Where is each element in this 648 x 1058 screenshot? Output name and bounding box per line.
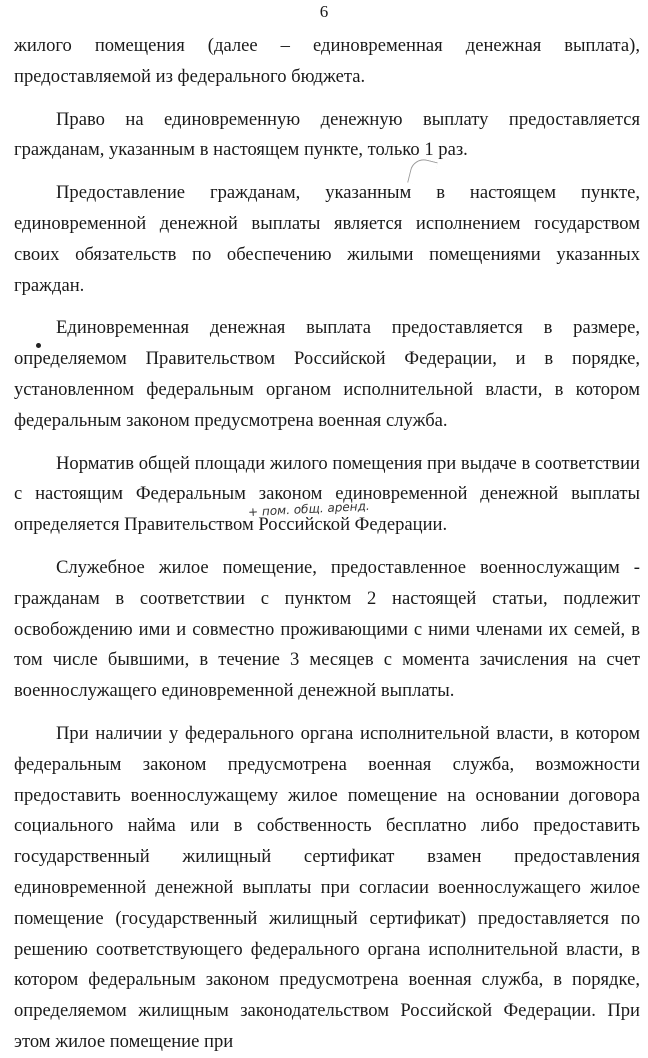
paragraph-area-norm: Норматив общей площади жилого помещения при выдаче в соответствии с настоящим Федеральным законом единовременной денежной выплаты определяется Правительством Российской Федерации. <box>14 452 640 536</box>
paragraph-service-housing: Служебное жилое помещение, предоставленное военнослужащим - гражданам в соответствии с пунктом 2 настоящей статьи, подлежит освобождению ими и совместно проживающими с ними членами их семей, в том числе бывшими, в течение 3 месяцев с момента зачисления на счет военнослужащего единовременной денежной выплаты. <box>14 556 640 702</box>
paragraph-state-obligation: Предоставление гражданам, указанным в настоящем пункте, единовременной денежной выплаты является исполнением государством своих обязательств по обеспечению жилыми помещениями указанных граждан. <box>14 182 640 296</box>
paragraph-continuation: жилого помещения (далее – единовременная денежная выплата), предоставляемой из федерального бюджета. <box>14 35 640 87</box>
paragraph-housing-provision: При наличии у федерального органа исполнительной власти, в котором федеральным законом предусмотрена военная служба, возможности предоставить военнослужащему жилое помещение на основании договора социального найма или в собственность бесплатно либо предоставить государственный жилищный сертификат взамен предоставления единовременной денежной выплаты при согласии военнослужащего жилое помещение (государственный жилищный сертификат) предоставляется по решению соответствующего федерального органа исполнительной власти, в котором федеральным законом предусмотрена военная служба, в порядке, определяемом жилищным законодательством Российской Федерации. При этом жилое помещение при <box>14 722 640 1052</box>
paragraph-payment-amount: Единовременная денежная выплата предоставляется в размере, определяемом Правительством Российской Федерации, и в порядке, установленном федеральным органом исполнительной власти, в котором федеральным законом предусмотрена военная служба. <box>14 317 640 431</box>
handwritten-annotation: + пом. общ. аренд. <box>247 498 371 520</box>
document-body <box>14 31 640 1058</box>
pen-dot-mark <box>36 343 41 348</box>
paragraph-one-time-right: Право на единовременную денежную выплату предоставляется гражданам, указанным в настоящем пункте, только 1 раз. <box>14 108 640 161</box>
page-number: 6 <box>319 2 329 21</box>
